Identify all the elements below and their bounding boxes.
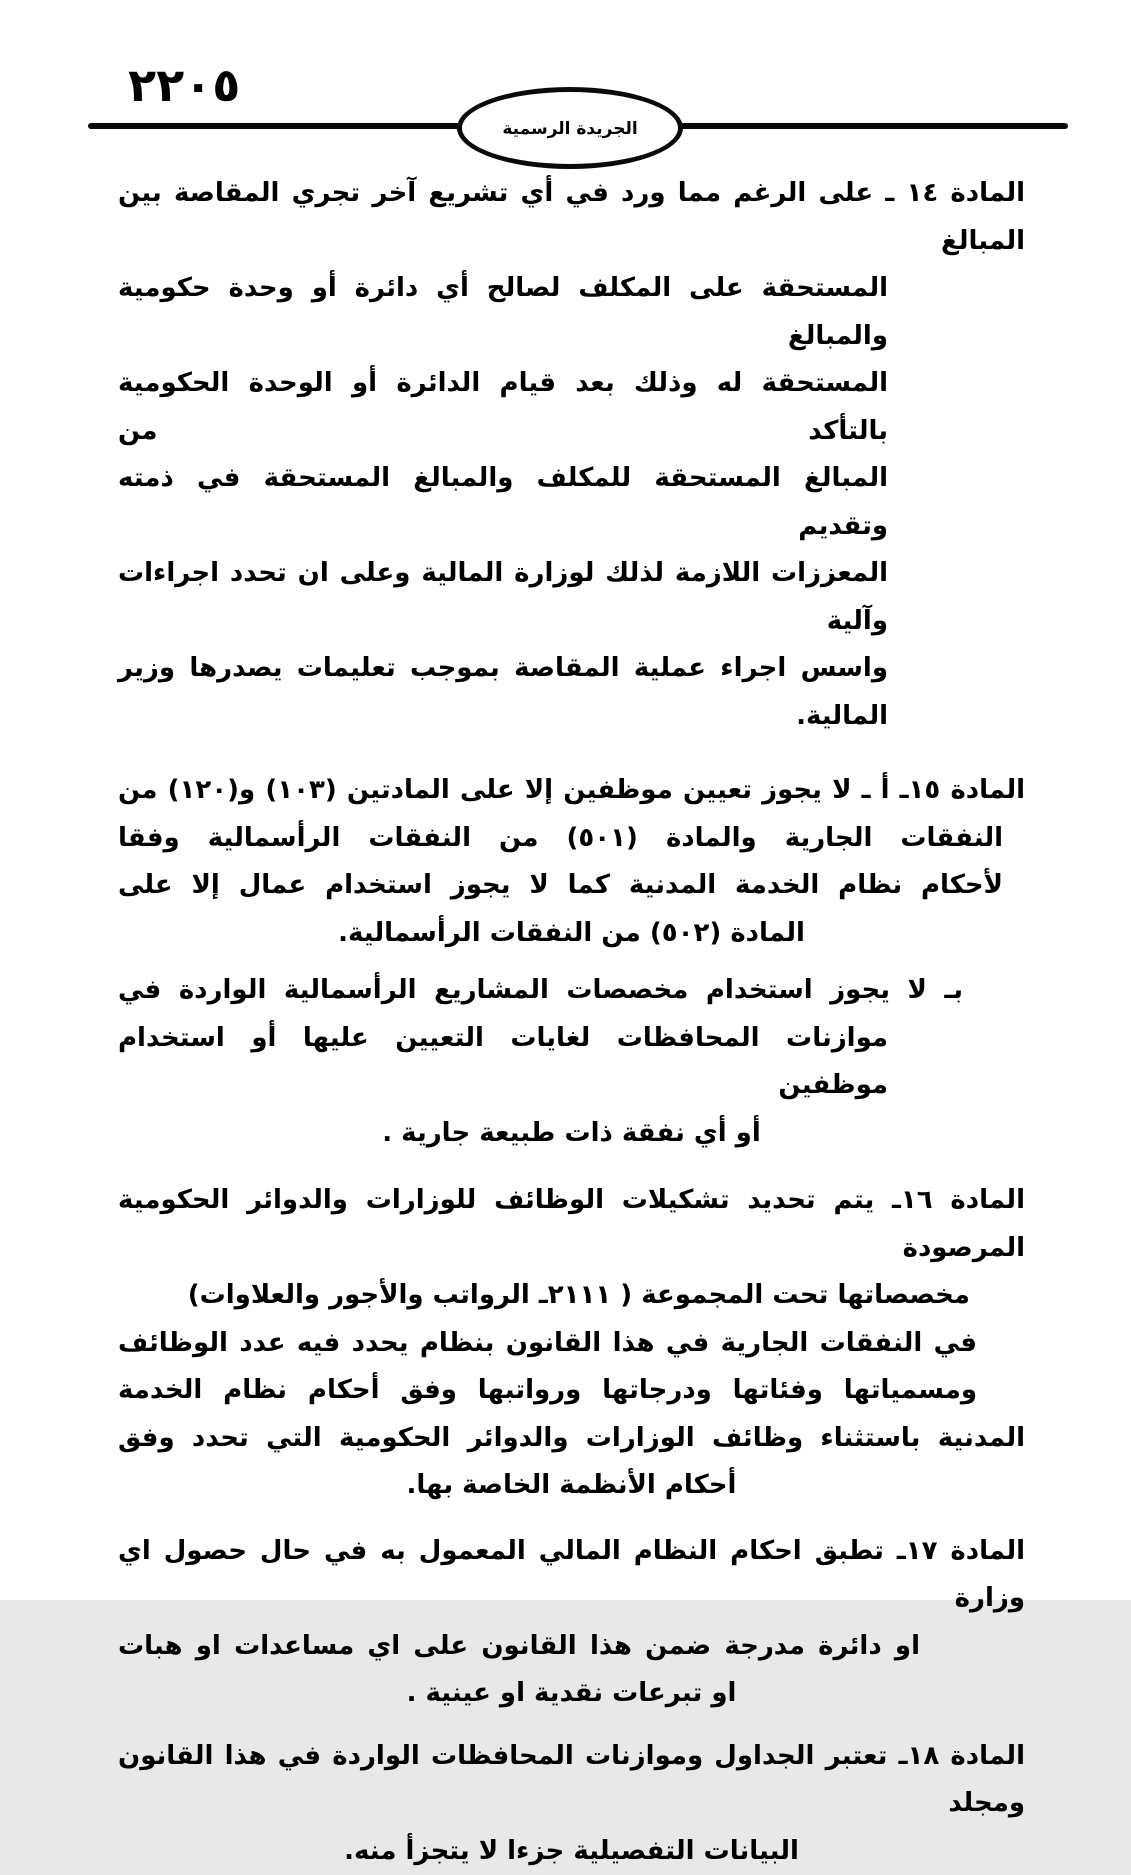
article-line: المالية. <box>118 693 1025 741</box>
article-line: او تبرعات نقدية او عينية . <box>118 1670 1025 1718</box>
article-line: المستحقة له وذلك بعد قيام الدائرة أو الوحدة الحكومية بالتأكد من <box>118 360 1025 455</box>
article-18 <box>118 1733 1025 1875</box>
article-line: المادة (٥٠٢) من النفقات الرأسمالية. <box>118 910 1025 958</box>
article-line: واسس اجراء عملية المقاصة بموجب تعليمات يصدرها وزير <box>118 645 1025 693</box>
gazette-badge-label: الجريدة الرسمية <box>502 119 637 139</box>
gazette-badge <box>457 87 683 169</box>
article-line: او دائرة مدرجة ضمن هذا القانون على اي مساعدات او هبات <box>118 1623 1025 1671</box>
page-number: ٢٢٠٥ <box>128 58 240 112</box>
article-14 <box>118 170 1025 740</box>
article-line: المادة ١٤ ـ على الرغم مما ورد في أي تشريع آخر تجري المقاصة بين المبالغ <box>118 170 1025 265</box>
article-line: البيانات التفصيلية جزءا لا يتجزأ منه. <box>118 1828 1025 1875</box>
article-line: المدنية باستثناء وظائف الوزارات والدوائر الحكومية التي تحدد وفق <box>118 1415 1025 1463</box>
article-line: المادة ١٧ـ تطبق احكام النظام المالي المعمول به في حال حصول اي وزارة <box>118 1528 1025 1623</box>
articles <box>118 170 1025 1875</box>
article-line: المادة ١٦ـ يتم تحديد تشكيلات الوظائف للوزارات والدوائر الحكومية المرصودة <box>118 1177 1025 1272</box>
article-line: أو أي نفقة ذات طبيعة جارية . <box>118 1110 1025 1158</box>
article-line: المادة ١٨ـ تعتبر الجداول وموازنات المحافظات الواردة في هذا القانون ومجلد <box>118 1733 1025 1828</box>
article-line: المبالغ المستحقة للمكلف والمبالغ المستحقة في ذمته وتقديم <box>118 455 1025 550</box>
article-17 <box>118 1528 1025 1718</box>
article-line: مخصصاتها تحت المجموعة ( ٢١١١ـ الرواتب والأجور والعلاوات) <box>118 1272 1025 1320</box>
article-15-a <box>118 767 1025 957</box>
article-15-b <box>118 967 1025 1157</box>
article-line: النفقات الجارية والمادة (٥٠١) من النفقات الرأسمالية وفقا <box>118 815 1025 863</box>
article-line: المستحقة على المكلف لصالح أي دائرة أو وحدة حكومية والمبالغ <box>118 265 1025 360</box>
article-line: أحكام الأنظمة الخاصة بها. <box>118 1462 1025 1510</box>
article-line: المعززات اللازمة لذلك لوزارة المالية وعلى ان تحدد اجراءات وآلية <box>118 550 1025 645</box>
article-line: لأحكام نظام الخدمة المدنية كما لا يجوز استخدام عمال إلا على <box>118 862 1025 910</box>
article-16 <box>118 1177 1025 1510</box>
article-line: المادة ١٥ـ أ ـ لا يجوز تعيين موظفين إلا على المادتين (١٠٣) و(١٢٠) من <box>118 767 1025 815</box>
article-line: بـ لا يجوز استخدام مخصصات المشاريع الرأسمالية الواردة في <box>118 967 1025 1015</box>
article-line: في النفقات الجارية في هذا القانون بنظام يحدد فيه عدد الوظائف <box>118 1320 1025 1368</box>
article-line: موازنات المحافظات لغايات التعيين عليها أو استخدام موظفين <box>118 1015 1025 1110</box>
article-line: ومسمياتها وفئاتها ودرجاتها ورواتبها وفق أحكام نظام الخدمة <box>118 1367 1025 1415</box>
